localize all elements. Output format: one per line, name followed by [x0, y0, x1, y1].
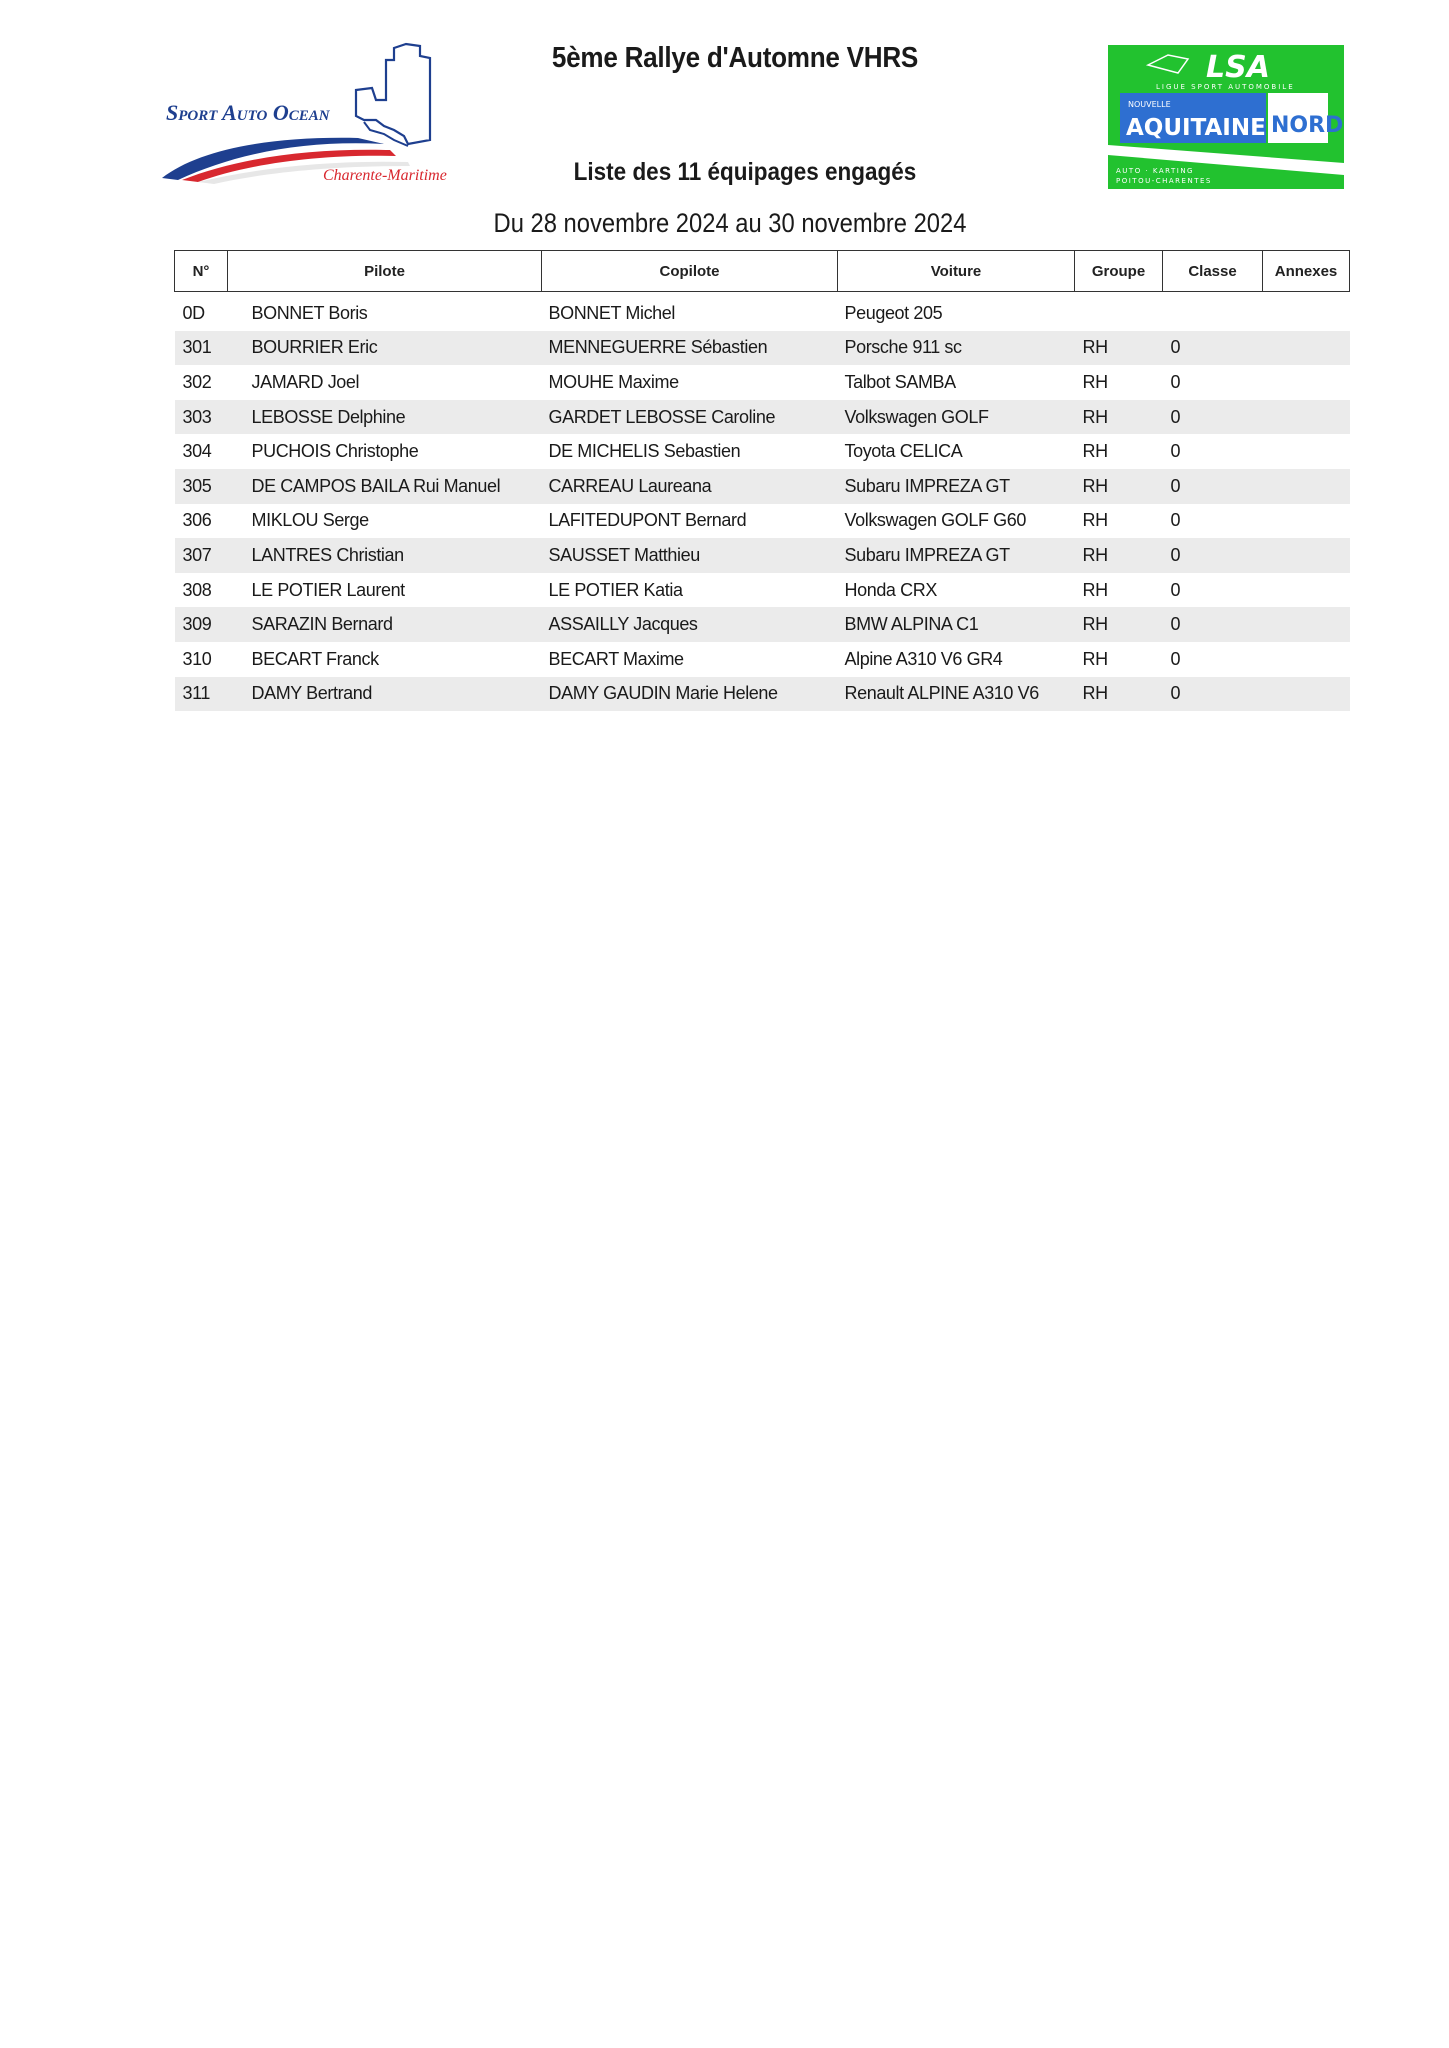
table-row	[175, 504, 1350, 539]
entry-annexes	[1263, 573, 1350, 608]
table-row	[175, 677, 1350, 712]
entry-classe: 0	[1170, 579, 1181, 600]
lsa-aquitaine-nord-logo	[1108, 45, 1344, 189]
entry-groupe: RH	[1075, 331, 1163, 366]
entry-number: 306	[182, 510, 212, 531]
entry-annexes	[1263, 292, 1350, 331]
entry-groupe: RH	[1082, 510, 1108, 531]
entry-voiture: Alpine A310 V6 GR4	[844, 648, 1003, 669]
entry-copilote: GARDET LEBOSSE Caroline	[542, 400, 838, 435]
event-title: 5ème Rallye d'Automne VHRS	[551, 42, 919, 74]
table-row	[175, 573, 1350, 608]
sport-auto-ocean-logo	[158, 40, 458, 190]
entry-classe: 0	[1163, 400, 1263, 435]
entry-number: 302	[182, 371, 212, 392]
col-header-pilote: Pilote	[228, 251, 542, 292]
entry-pilote: LEBOSSE Delphine	[228, 400, 542, 435]
svg-text:SPORT AUTO OCEAN: SPORT AUTO OCEAN	[166, 100, 330, 125]
entry-number: 309	[175, 607, 228, 642]
entry-annexes	[1263, 642, 1350, 677]
entry-classe: 0	[1170, 371, 1181, 392]
entry-pilote: DAMY Bertrand	[228, 677, 542, 712]
entry-number: 304	[182, 441, 212, 462]
entry-voiture: Toyota CELICA	[844, 441, 963, 462]
entry-number: 311	[175, 677, 228, 712]
entry-pilote: BONNET Boris	[251, 302, 368, 323]
entry-classe: 0	[1163, 469, 1263, 504]
entry-copilote: SAUSSET Matthieu	[542, 538, 838, 573]
svg-text:LSA: LSA	[1206, 50, 1270, 85]
entry-voiture: Porsche 911 sc	[838, 331, 1075, 366]
entry-voiture: Renault ALPINE A310 V6	[838, 677, 1075, 712]
table-row	[175, 331, 1350, 366]
entry-copilote: BONNET Michel	[548, 302, 675, 323]
col-header-annexes: Annexes	[1263, 251, 1350, 292]
entry-number: 0D	[182, 302, 205, 323]
entry-annexes	[1263, 538, 1350, 573]
entry-groupe: RH	[1075, 400, 1163, 435]
entry-copilote: BECART Maxime	[548, 648, 684, 669]
svg-text:NORD: NORD	[1271, 113, 1344, 138]
entry-pilote: PUCHOIS Christophe	[251, 441, 419, 462]
table-row	[175, 642, 1350, 677]
entry-groupe: RH	[1082, 441, 1108, 462]
svg-text:NOUVELLE: NOUVELLE	[1128, 100, 1171, 109]
entry-voiture: Volkswagen GOLF	[838, 400, 1075, 435]
entry-groupe: RH	[1075, 607, 1163, 642]
entry-copilote: DE MICHELIS Sebastien	[548, 441, 741, 462]
entry-voiture: BMW ALPINA C1	[838, 607, 1075, 642]
entry-pilote: SARAZIN Bernard	[228, 607, 542, 642]
col-header-copilote: Copilote	[542, 251, 838, 292]
entry-pilote: MIKLOU Serge	[251, 510, 369, 531]
table-header-row	[175, 251, 1350, 292]
entry-annexes	[1263, 331, 1350, 366]
entry-copilote: MOUHE Maxime	[548, 371, 679, 392]
entry-copilote: ASSAILLY Jacques	[542, 607, 838, 642]
col-header-groupe: Groupe	[1075, 251, 1163, 292]
table-row	[175, 292, 1350, 331]
entry-pilote: JAMARD Joel	[251, 371, 360, 392]
table-row	[175, 538, 1350, 573]
col-header-num: N°	[175, 251, 228, 292]
entry-annexes	[1263, 677, 1350, 712]
entry-classe: 0	[1170, 648, 1181, 669]
entry-classe: 0	[1163, 607, 1263, 642]
svg-text:AUTO · KARTING: AUTO · KARTING	[1116, 167, 1194, 175]
entry-copilote: CARREAU Laureana	[542, 469, 838, 504]
entry-number: 305	[175, 469, 228, 504]
entry-groupe: RH	[1075, 538, 1163, 573]
entry-groupe: RH	[1075, 677, 1163, 712]
table-row	[175, 607, 1350, 642]
entry-pilote: BECART Franck	[251, 648, 379, 669]
table-row	[175, 400, 1350, 435]
entry-voiture: Talbot SAMBA	[844, 371, 956, 392]
entry-classe: 0	[1163, 538, 1263, 573]
entry-voiture: Honda CRX	[844, 579, 937, 600]
entry-groupe: RH	[1082, 579, 1108, 600]
entry-number: 301	[175, 331, 228, 366]
entries-subtitle: Liste des 11 équipages engagés	[573, 158, 917, 186]
entry-copilote: LE POTIER Katia	[548, 579, 683, 600]
entry-classe: 0	[1170, 441, 1181, 462]
entry-annexes	[1263, 607, 1350, 642]
entry-number: 307	[175, 538, 228, 573]
col-header-classe: Classe	[1163, 251, 1263, 292]
entries-table	[174, 250, 1350, 711]
entry-groupe: RH	[1082, 648, 1108, 669]
table-row	[175, 469, 1350, 504]
entry-voiture: Subaru IMPREZA GT	[838, 538, 1075, 573]
entry-voiture: Volkswagen GOLF G60	[844, 510, 1026, 531]
entry-annexes	[1263, 365, 1350, 400]
entry-number: 303	[175, 400, 228, 435]
entry-classe: 0	[1163, 677, 1263, 712]
entry-pilote: LE POTIER Laurent	[251, 579, 405, 600]
entry-number: 308	[182, 579, 212, 600]
entry-copilote: DAMY GAUDIN Marie Helene	[542, 677, 838, 712]
entry-groupe	[1075, 292, 1163, 331]
entry-copilote: MENNEGUERRE Sébastien	[542, 331, 838, 366]
entry-classe: 0	[1170, 510, 1181, 531]
entry-annexes	[1263, 434, 1350, 469]
entry-groupe: RH	[1075, 469, 1163, 504]
entry-classe	[1163, 292, 1263, 331]
col-header-voiture: Voiture	[838, 251, 1075, 292]
entry-voiture: Peugeot 205	[844, 302, 943, 323]
logo-region-text: Charente-Maritime	[323, 167, 447, 184]
entry-annexes	[1263, 504, 1350, 539]
entry-pilote: DE CAMPOS BAILA Rui Manuel	[228, 469, 542, 504]
entry-annexes	[1263, 400, 1350, 435]
entry-classe: 0	[1163, 331, 1263, 366]
entry-copilote: LAFITEDUPONT Bernard	[548, 510, 747, 531]
entry-number: 310	[182, 648, 212, 669]
entry-pilote: BOURRIER Eric	[228, 331, 542, 366]
svg-text:LIGUE SPORT AUTOMOBILE: LIGUE SPORT AUTOMOBILE	[1156, 83, 1295, 91]
event-dates: Du 28 novembre 2024 au 30 novembre 2024	[493, 208, 967, 238]
table-row	[175, 365, 1350, 400]
svg-text:POITOU-CHARENTES: POITOU-CHARENTES	[1116, 177, 1212, 185]
entry-annexes	[1263, 469, 1350, 504]
entry-pilote: LANTRES Christian	[228, 538, 542, 573]
entry-groupe: RH	[1082, 371, 1108, 392]
svg-text:AQUITAINE: AQUITAINE	[1126, 115, 1266, 141]
table-row	[175, 434, 1350, 469]
entry-voiture: Subaru IMPREZA GT	[838, 469, 1075, 504]
